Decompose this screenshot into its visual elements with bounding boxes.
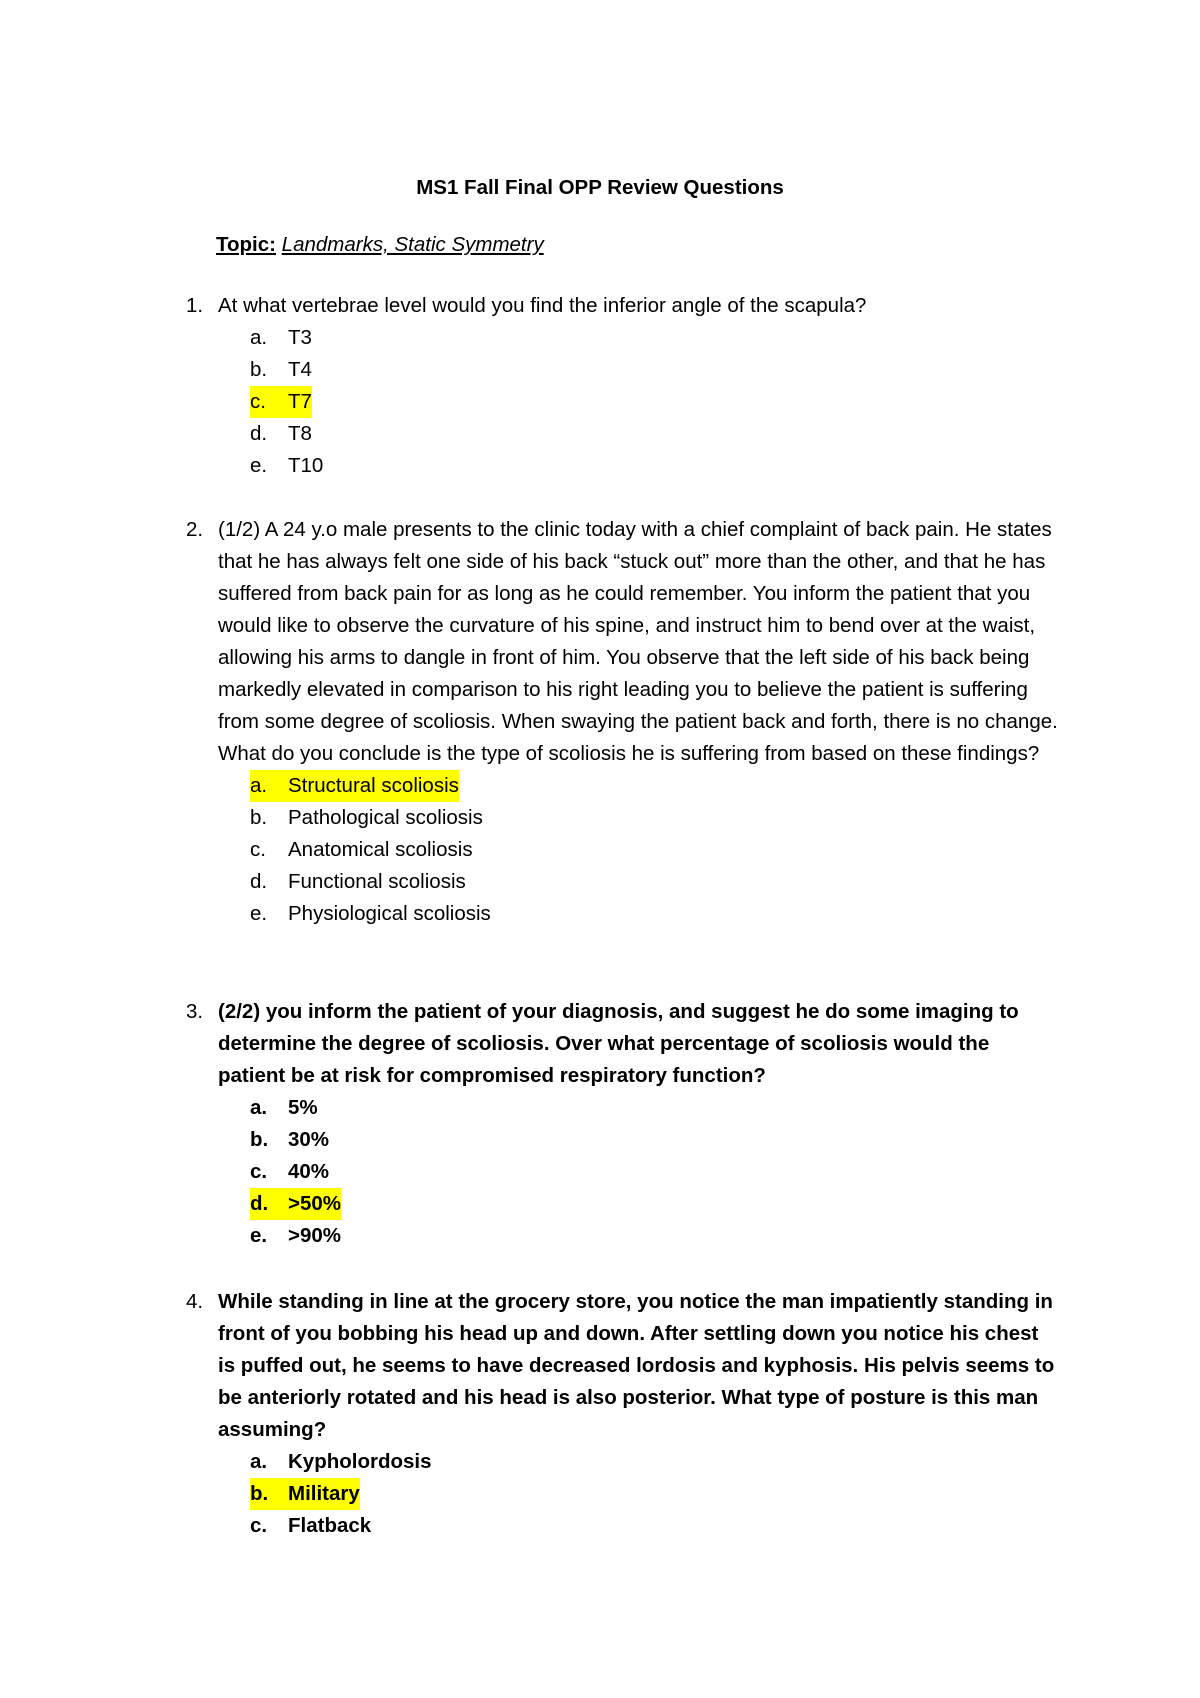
- answer-option: [250, 1156, 1066, 1188]
- answer-option: [250, 1124, 1066, 1156]
- option-letter: c.: [250, 838, 266, 861]
- answer-option: [250, 450, 1066, 482]
- option-letter: b.: [250, 358, 268, 381]
- answer-option: [250, 866, 1066, 898]
- option-letter: d.: [250, 422, 268, 445]
- option-text: 40%: [288, 1160, 330, 1183]
- option-letter: a.: [250, 770, 288, 802]
- option-letter: d.: [250, 870, 268, 893]
- answer-option-highlighted: [250, 386, 1066, 418]
- answer-option: [250, 898, 1066, 930]
- answer-options: [186, 1446, 1066, 1542]
- option-text: T4: [288, 358, 312, 381]
- option-letter: b.: [250, 1128, 269, 1151]
- option-text: Structural scoliosis: [288, 770, 459, 802]
- question-3: [186, 996, 1066, 1252]
- option-text: T8: [288, 422, 312, 445]
- answer-option: [250, 354, 1066, 386]
- answer-options: [186, 1092, 1066, 1252]
- question-number: 2.: [186, 518, 204, 541]
- option-text: Military: [288, 1478, 360, 1510]
- option-letter: c.: [250, 1514, 268, 1537]
- option-text: >50%: [288, 1188, 341, 1220]
- answer-option: [250, 802, 1066, 834]
- question-number: 1.: [186, 294, 204, 317]
- answer-option: [250, 418, 1066, 450]
- answer-option: [250, 1446, 1066, 1478]
- option-letter: e.: [250, 902, 268, 925]
- question-number: 3.: [186, 1000, 204, 1023]
- answer-option-highlighted: [250, 1188, 1066, 1220]
- option-letter: b.: [250, 806, 268, 829]
- topic-label: Topic:: [216, 233, 276, 256]
- answer-option: [250, 322, 1066, 354]
- option-letter: a.: [250, 326, 268, 349]
- answer-option: [250, 834, 1066, 866]
- question-text: (1/2) A 24 y.o male presents to the clinic today with a chief complaint of back pain. He states that he has always felt one side of his back “stuck out” more than the other, and that he has suffered from back pain for as long as he could remember. You inform the patient that you would like to observe the curvature of his spine, and instruct him to bend over at the waist, allowing his arms to dangle in front of him. You observe that the left side of his back being markedly elevated in comparison to his right leading you to believe the patient is suffering from some degree of scoliosis. When swaying the patient back and forth, there is no change. What do you conclude is the type of scoliosis he is suffering from based on these findings?: [218, 518, 1058, 765]
- answer-option-highlighted: [250, 1478, 1066, 1510]
- topic-value: Landmarks, Static Symmetry: [281, 233, 544, 256]
- question-text: At what vertebrae level would you find the inferior angle of the scapula?: [218, 294, 867, 317]
- answer-options: [186, 322, 1066, 482]
- option-letter: b.: [250, 1478, 288, 1510]
- option-text: T7: [288, 386, 312, 418]
- option-text: Pathological scoliosis: [288, 806, 483, 829]
- option-letter: a.: [250, 1450, 268, 1473]
- question-number: 4.: [186, 1290, 204, 1313]
- question-4: [186, 1286, 1066, 1542]
- option-text: Functional scoliosis: [288, 870, 466, 893]
- option-letter: c.: [250, 1160, 268, 1183]
- option-letter: d.: [250, 1188, 288, 1220]
- option-letter: a.: [250, 1096, 268, 1119]
- option-text: T3: [288, 326, 312, 349]
- option-text: Kypholordosis: [288, 1450, 432, 1473]
- option-text: T10: [288, 454, 324, 477]
- answer-option-highlighted: [250, 770, 1066, 802]
- answer-option: [250, 1510, 1066, 1542]
- question-1: [186, 290, 1066, 482]
- answer-option: [250, 1220, 1066, 1252]
- option-text: 30%: [288, 1128, 330, 1151]
- option-text: Flatback: [288, 1514, 372, 1537]
- question-text: While standing in line at the grocery store, you notice the man impatiently standing in front of you bobbing his head up and down. After settling down you notice his chest is puffed out, he seems to have decreased lordosis and kyphosis. His pelvis seems to be anteriorly rotated and his head is also posterior. What type of posture is this man assuming?: [218, 1290, 1055, 1441]
- topic-line: [216, 233, 544, 257]
- question-2: [186, 514, 1066, 930]
- option-text: Physiological scoliosis: [288, 902, 491, 925]
- option-text: Anatomical scoliosis: [288, 838, 473, 861]
- question-text: (2/2) you inform the patient of your diagnosis, and suggest he do some imaging to determine the degree of scoliosis. Over what percentage of scoliosis would the patient be at risk for compromised respiratory function?: [218, 1000, 1019, 1087]
- option-text: >90%: [288, 1224, 342, 1247]
- option-letter: c.: [250, 386, 288, 418]
- option-letter: e.: [250, 1224, 268, 1247]
- answer-option: [250, 1092, 1066, 1124]
- answer-options: [186, 770, 1066, 930]
- document-title: MS1 Fall Final OPP Review Questions: [416, 176, 784, 199]
- option-letter: e.: [250, 454, 268, 477]
- option-text: 5%: [288, 1096, 318, 1119]
